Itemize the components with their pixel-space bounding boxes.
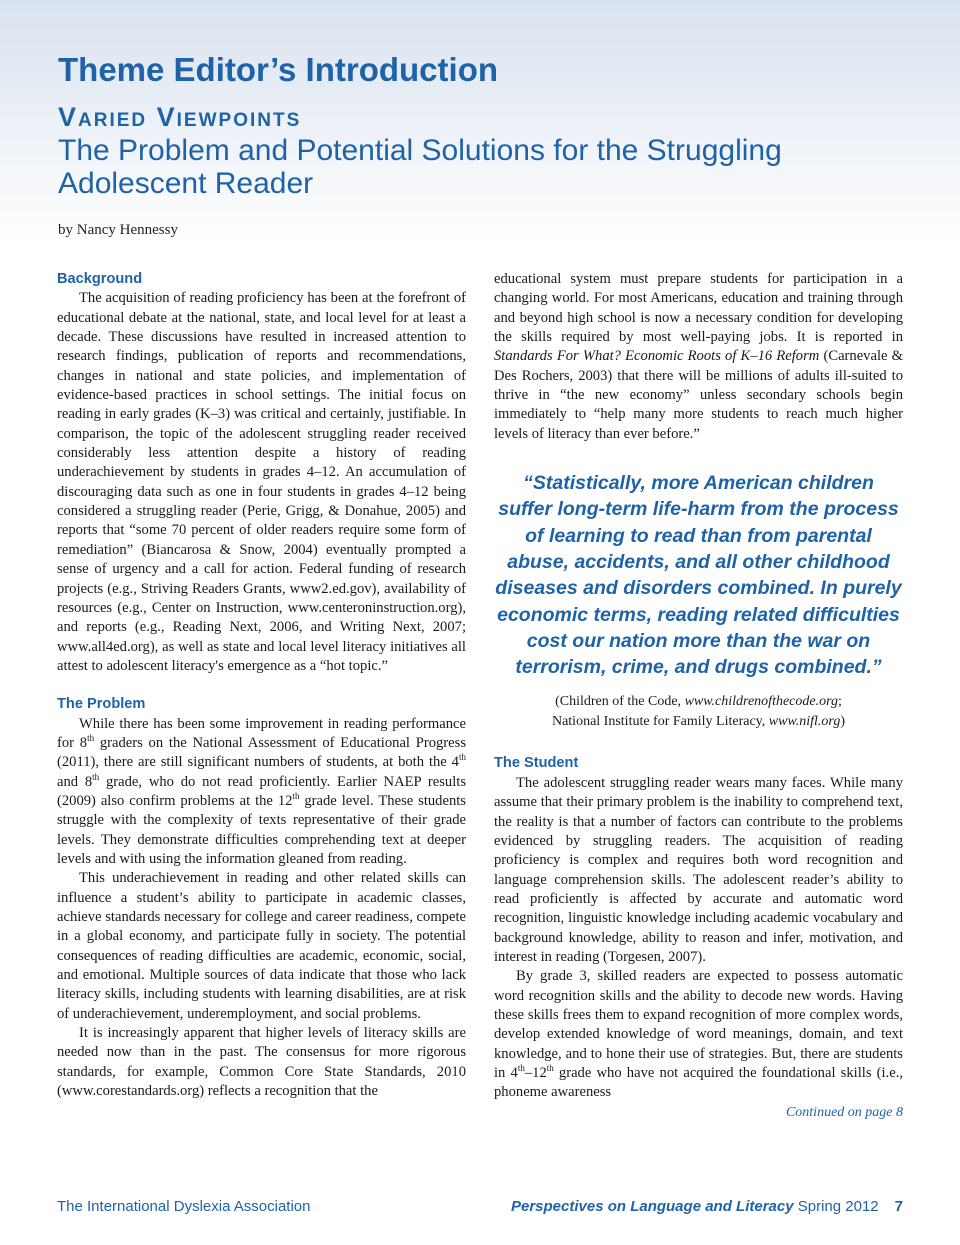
right-column <box>494 270 903 1122</box>
problem-paragraph-3: It is increasingly apparent that higher levels of literacy skills are needed now than in the past. The consensus for more rigorous standards, for example, Common Core State Standards, 2010 (www.corestandards.org) reflects a recognition that the <box>57 1025 466 1100</box>
footer-organization: The International Dyslexia Association <box>57 1198 311 1215</box>
problem-heading: The Problem <box>57 696 146 713</box>
student-paragraph-2: By grade 3, skilled readers are expected to possess automatic word recognition skills and the ability to decode new words. Having these skills frees them to expand recognition of more complex words, develop extended knowledge of word meanings, domain, and text knowledge, and to hone their use of strategies. But, there are students in 4th–12th grade who have not acquired the foundational skills (i.e., phoneme awareness <box>494 968 904 1101</box>
left-column <box>57 270 466 1101</box>
section-kicker: Varied Viewpoints <box>58 102 302 132</box>
student-paragraph-1: The adolescent struggling reader wears many faces. While many assume that their primary problem is the inability to comprehend text, the reality is that a number of factors can contribute to the problems evidenced by struggling readers. The acquisition of reading proficiency is complex and requires both word recognition and language comprehension skills. The adolescent reader’s ability to read proficiently is affected by accurate and automatic word recognition, linguistic knowledge including academic vocabulary and background knowledge, ability to reason and infer, motivation, and interest in reading (Torgesen, 2007). <box>494 774 903 965</box>
footer-publication <box>511 1198 903 1215</box>
background-heading: Background <box>57 271 143 287</box>
pull-quote-citation: (Children of the Code, www.childrenofthecode.org; National Institute for Family Literacy, www.nifl.org) <box>551 694 846 730</box>
footer-issue: Spring 2012 <box>797 1198 879 1215</box>
background-paragraph: The acquisition of reading proficiency has been at the forefront of educational debate at the national, state, and local level for at least a decade. These discussions have resulted in increased attention to research findings, publication of reports and recommendations, changes in national and state policies, and implementation of evidence-based practices in school settings. The initial focus on reading in early grades (K–3) was critical and certainly, justifiable. In comparison, the topic of the adolescent struggling reader received considerably less attention despite a history of reading underachievement by students in grades 4–12. An accumulation of discouraging data such as one in four students in grades 4–12 being considered a struggling reader (Perie, Grigg, & Donahue, 2005) and reports that “some 70 percent of older readers require some form of remediation” (Biancarosa & Snow, 2004) eventually prompted a sense of urgency and a call for action. Federal funding of research projects (e.g., Striving Readers Grants, www2.ed.gov), availability of resources (e.g., Center on Instruction, www.centeroninstruction.org), and reports (e.g., Reading Next, 2006, and Writing Next, 2007; www.all4ed.org), as well as state and local level literacy initiatives all attest to adolescent literacy's emergence as a “hot topic.” <box>57 290 466 674</box>
page-footer <box>57 1198 903 1218</box>
pull-quote: “Statistically, more American children suffer long-term life-harm from the process of learning to read than from parental abuse, accidents, and all other childhood diseases and disorders combined. In purely economic terms, reading related difficulties cost our nation more than the war on terrorism, crime, and drugs combined.” <box>495 472 902 679</box>
problem-paragraph-4: educational system must prepare students for participation in a changing world. For most Americans, education and training through and beyond high school is now a necessary condition for developing the skills required by most well-paying jobs. It is reported in Standards For What? Economic Roots of K–16 Reform (Carnevale & Des Rochers, 2003) that there will be millions of adults ill-suited to thrive in “the new economy” unless secondary schools begin immediately to “help many more students to reach much higher levels of literacy than ever before.” <box>494 271 903 442</box>
author-byline: by Nancy Hennessy <box>58 222 178 238</box>
problem-paragraph-2: This underachievement in reading and other related skills can influence a student’s ability to participate in academic classes, achieve standards necessary for college and career readiness, compete in a global economy, and participate fully in society. The potential consequences of reading difficulties are academic, economic, social, and emotional. Multiple sources of data indicate that those who lack literacy skills, including students with learning disabilities, are at risk of underachievement, underemployment, and social problems. <box>57 870 466 1022</box>
page-title: Theme Editor’s Introduction <box>58 51 499 88</box>
continued-link[interactable]: Continued on page 8 <box>785 1104 903 1120</box>
page-number: 7 <box>894 1198 903 1215</box>
footer-journal: Perspectives on Language and Literacy <box>510 1198 794 1215</box>
student-heading: The Student <box>494 755 579 772</box>
article-header <box>58 50 918 239</box>
article-subtitle: The Problem and Potential Solutions for the Struggling Adolescent Reader <box>58 134 782 200</box>
problem-paragraph-1: While there has been some improvement in reading performance for 8th graders on the National Assessment of Educational Progress (2011), there are still significant numbers of students, at both the 4th and 8th grade, who do not read proficiently. Earlier NAEP results (2009) also confirm problems at the 12th grade level. These students struggle with the complexity of texts representative of their grade levels. They demonstrate difficulties comprehending text at deeper levels and with using the information gleaned from reading. <box>57 715 466 867</box>
